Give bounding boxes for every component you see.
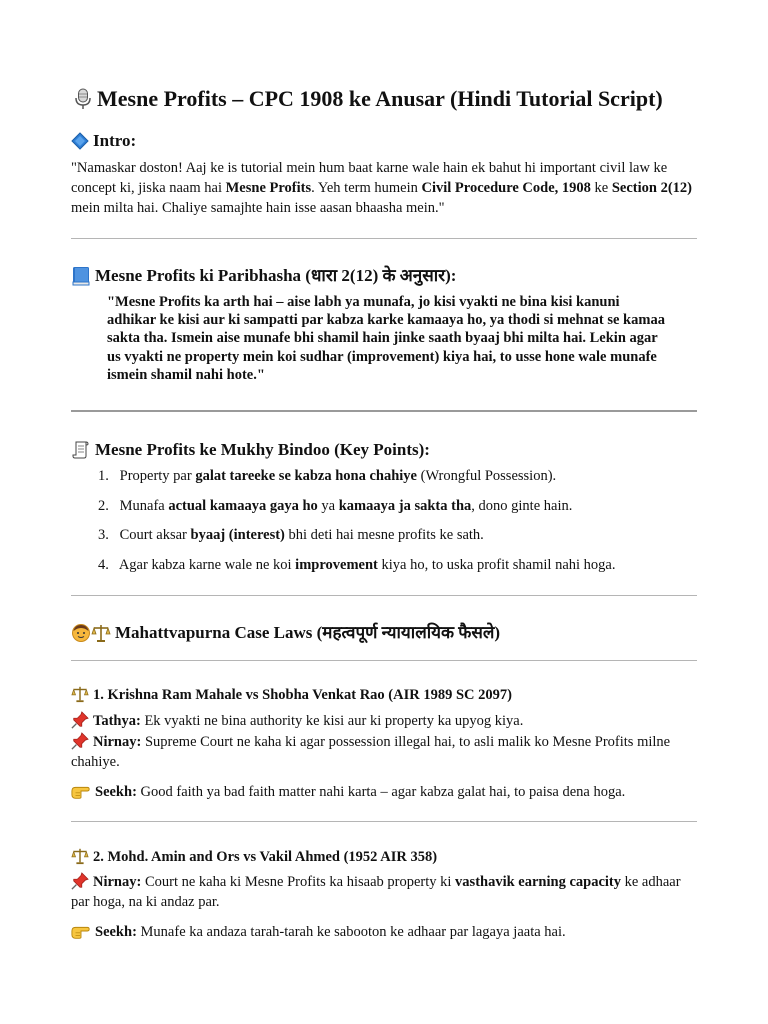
case-2-seekh: Seekh: Munafe ka andaza tarah-tarah ke sabooton ke adhaar par lagaya jaata hai. [71,922,697,942]
divider [71,595,697,596]
list-item: 1. Property par galat tareeke se kabza hona chahiye (Wrongful Possession). [98,468,557,484]
divider [71,821,697,822]
scroll-icon [71,440,91,460]
list-item: 4. Agar kabza karne wale ne koi improvement kiya ho, to uska profit shamil nahi hoga. [98,557,616,573]
pushpin-icon [71,872,89,890]
blue-book-icon [71,266,91,286]
divider [71,660,697,661]
divider [71,410,697,412]
case-2-nirnay: Nirnay: Court ne kaha ki Mesne Profits ka hisaab property ki vasthavik earning capacity ke adhaar par hoga, na ki andaz par. [71,874,681,910]
case-1-title: 1. Krishna Ram Mahale vs Shobha Venkat Rao (AIR 1989 SC 2097) [71,685,512,705]
scales-icon [71,847,89,865]
case-1-seekh: Seekh: Good faith ya bad faith matter nahi karta – agar kabza galat hai, to paisa dena hoga. [71,782,697,802]
intro-heading: Intro: [71,130,136,152]
pushpin-icon [71,732,89,750]
case-2-title: 2. Mohd. Amin and Ors vs Vakil Ahmed (1952 AIR 358) [71,847,437,867]
definition-quote: "Mesne Profits ka arth hai – aise labh ya munafa, jo kisi vyakti ne bina kisi kanuni adhikar ke kisi aur ki sampatti par kabza karke kamaaya ho, ya thodi si mehnat se kamaa sakta tha. Ismein aise munafe bhi shamil hain jinke saath byaaj bhi milta hai. Lekin agar us vyakti ne property mein koi sudhar (improvement) kiya hai, to usse hone wale munafe ismein shamil nahi hote." [107,294,665,383]
list-item: 2. Munafa actual kamaaya gaya ho ya kamaaya ja sakta tha, dono ginte hain. [98,498,573,514]
pushpin-icon [71,711,89,729]
scales-icon [71,685,89,703]
divider [71,238,697,239]
intro-paragraph: "Namaskar doston! Aaj ke is tutorial mein hum baat karne wale hain ek bahut hi important civil law ke concept ki, jiska naam hai Mesne Profits. Yeh term humein Civil Procedure Code, 1908 ke Section 2(12) mein milta hai. Chaliye samajhte hain isse aasan bhaasha mein." [71,160,692,216]
microphone-icon [71,87,95,111]
scales-icon [91,623,111,643]
definition-heading: Mesne Profits ki Paribhasha (धारा 2(12) के अनुसार): [71,265,456,287]
case-laws-heading: Mahattvapurna Case Laws (महत्वपूर्ण न्यायालयिक फैसले) [71,622,500,644]
blue-diamond-icon [71,132,89,150]
pointing-hand-icon [71,782,91,800]
case-1-nirnay: Nirnay: Supreme Court ne kaha ki agar possession illegal hai, to asli malik ko Mesne Profits milne chahiye. [71,734,671,770]
pointing-hand-icon [71,922,91,940]
key-points-heading: Mesne Profits ke Mukhy Bindoo (Key Points): [71,439,430,461]
list-item: 3. Court aksar byaaj (interest) bhi deti hai mesne profits ke sath. [98,527,484,543]
judge-icon [71,623,91,643]
case-1-tathya: Tathya: Ek vyakti ne bina authority ke kisi aur ki property ka upyog kiya. [71,711,697,731]
page-title: Mesne Profits – CPC 1908 ke Anusar (Hindi Tutorial Script) [71,84,663,114]
